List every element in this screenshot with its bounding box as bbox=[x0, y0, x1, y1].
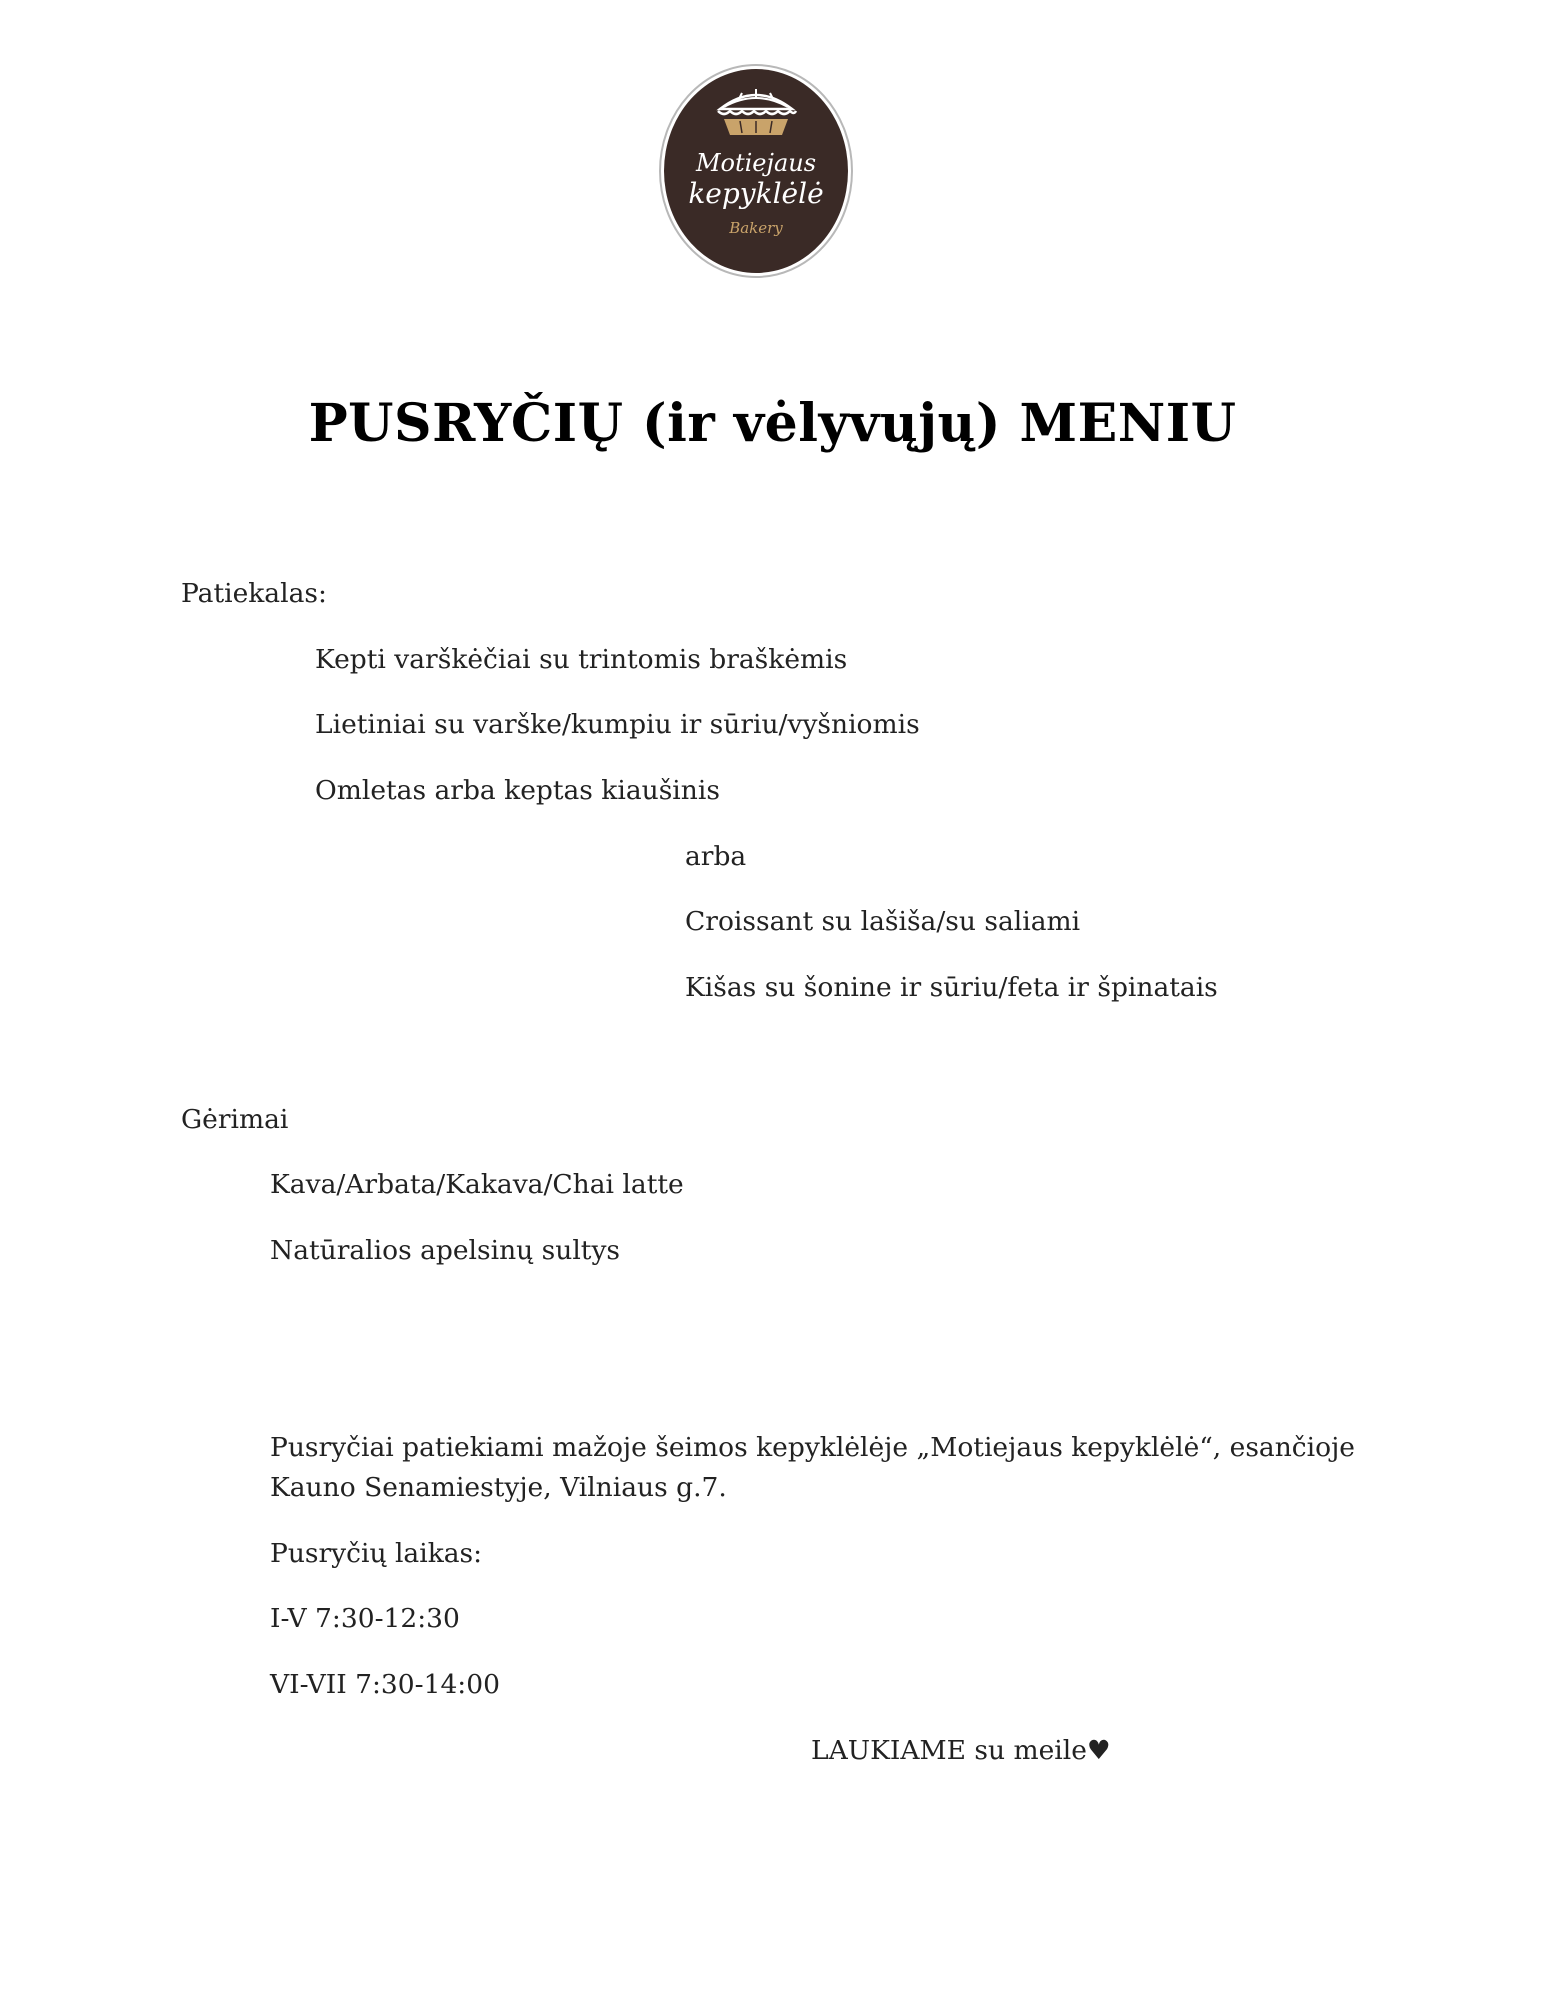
dish-item: Lietiniai su varške/kumpiu ir sūriu/vyšniomis bbox=[315, 709, 920, 740]
dish-alternative-item: Croissant su lašiša/su saliami bbox=[685, 906, 1081, 937]
location-text: Pusryčiai patiekiami mažoje šeimos kepyklėlėje „Motiejaus kepyklėlė“, esančioje Kauno Senamiestyje, Vilniaus g.7. bbox=[270, 1432, 1355, 1503]
dish-alternative-item: Kišas su šonine ir sūriu/feta ir špinatais bbox=[685, 972, 1218, 1003]
drink-item: Natūralios apelsinų sultys bbox=[270, 1235, 621, 1266]
closing-message: LAUKIAME su meile♥ bbox=[811, 1735, 1111, 1766]
drinks-heading: Gėrimai bbox=[181, 1104, 289, 1135]
hours-heading: Pusryčių laikas: bbox=[270, 1538, 483, 1569]
logo-name-line1: Motiejaus bbox=[695, 149, 817, 177]
dishes-heading: Patiekalas: bbox=[181, 578, 327, 609]
dish-alternative-label: arba bbox=[685, 841, 747, 872]
hours-weekdays: I-V 7:30-12:30 bbox=[270, 1603, 460, 1634]
dish-item: Kepti varškėčiai su trintomis braškėmis bbox=[315, 644, 848, 675]
page-title: PUSRYČIŲ (ir vėlyvųjų) MENIU bbox=[308, 393, 1237, 454]
dish-item: Omletas arba keptas kiaušinis bbox=[315, 775, 720, 806]
hours-weekend: VI-VII 7:30-14:00 bbox=[270, 1669, 500, 1700]
logo-subtitle: Bakery bbox=[729, 219, 783, 237]
drink-item: Kava/Arbata/Kakava/Chai latte bbox=[270, 1169, 684, 1200]
bakery-logo-graphic bbox=[658, 63, 854, 279]
logo-name-line2: kepyklėlė bbox=[688, 177, 824, 210]
bakery-logo bbox=[658, 63, 854, 279]
